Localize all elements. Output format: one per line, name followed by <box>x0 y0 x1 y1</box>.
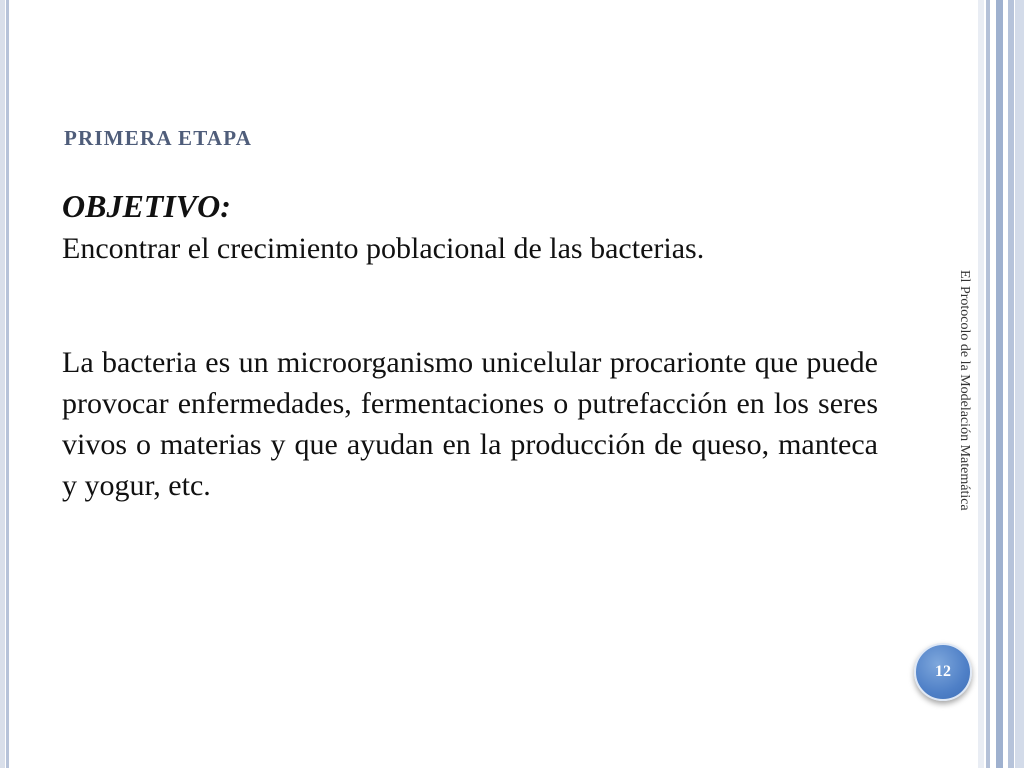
objective-text: Encontrar el crecimiento poblacional de las bacterias. <box>62 232 705 265</box>
left-decorative-bar <box>0 0 5 768</box>
page-number-badge <box>914 643 972 701</box>
objective-label: OBJETIVO: <box>62 188 231 224</box>
right-decorative-bar <box>1015 0 1024 768</box>
side-caption: El Protocolo de la Modelación Matemática <box>957 270 972 511</box>
stage-title: PRIMERA ETAPA <box>64 126 253 150</box>
left-decorative-bar-inner <box>6 0 9 768</box>
body-paragraph: La bacteria es un microorganismo unicelular procarionte que puede provocar enfermedades, fermentaciones o putrefacción en los seres vivos o materias y que ayudan en la producción de queso, manteca y yogur, etc. <box>62 346 878 502</box>
right-decorative-bar <box>996 0 1003 768</box>
right-decorative-bar <box>1008 0 1014 768</box>
page-number: 12 <box>935 663 951 680</box>
right-decorative-bar <box>978 0 984 768</box>
right-decorative-bar <box>986 0 990 768</box>
